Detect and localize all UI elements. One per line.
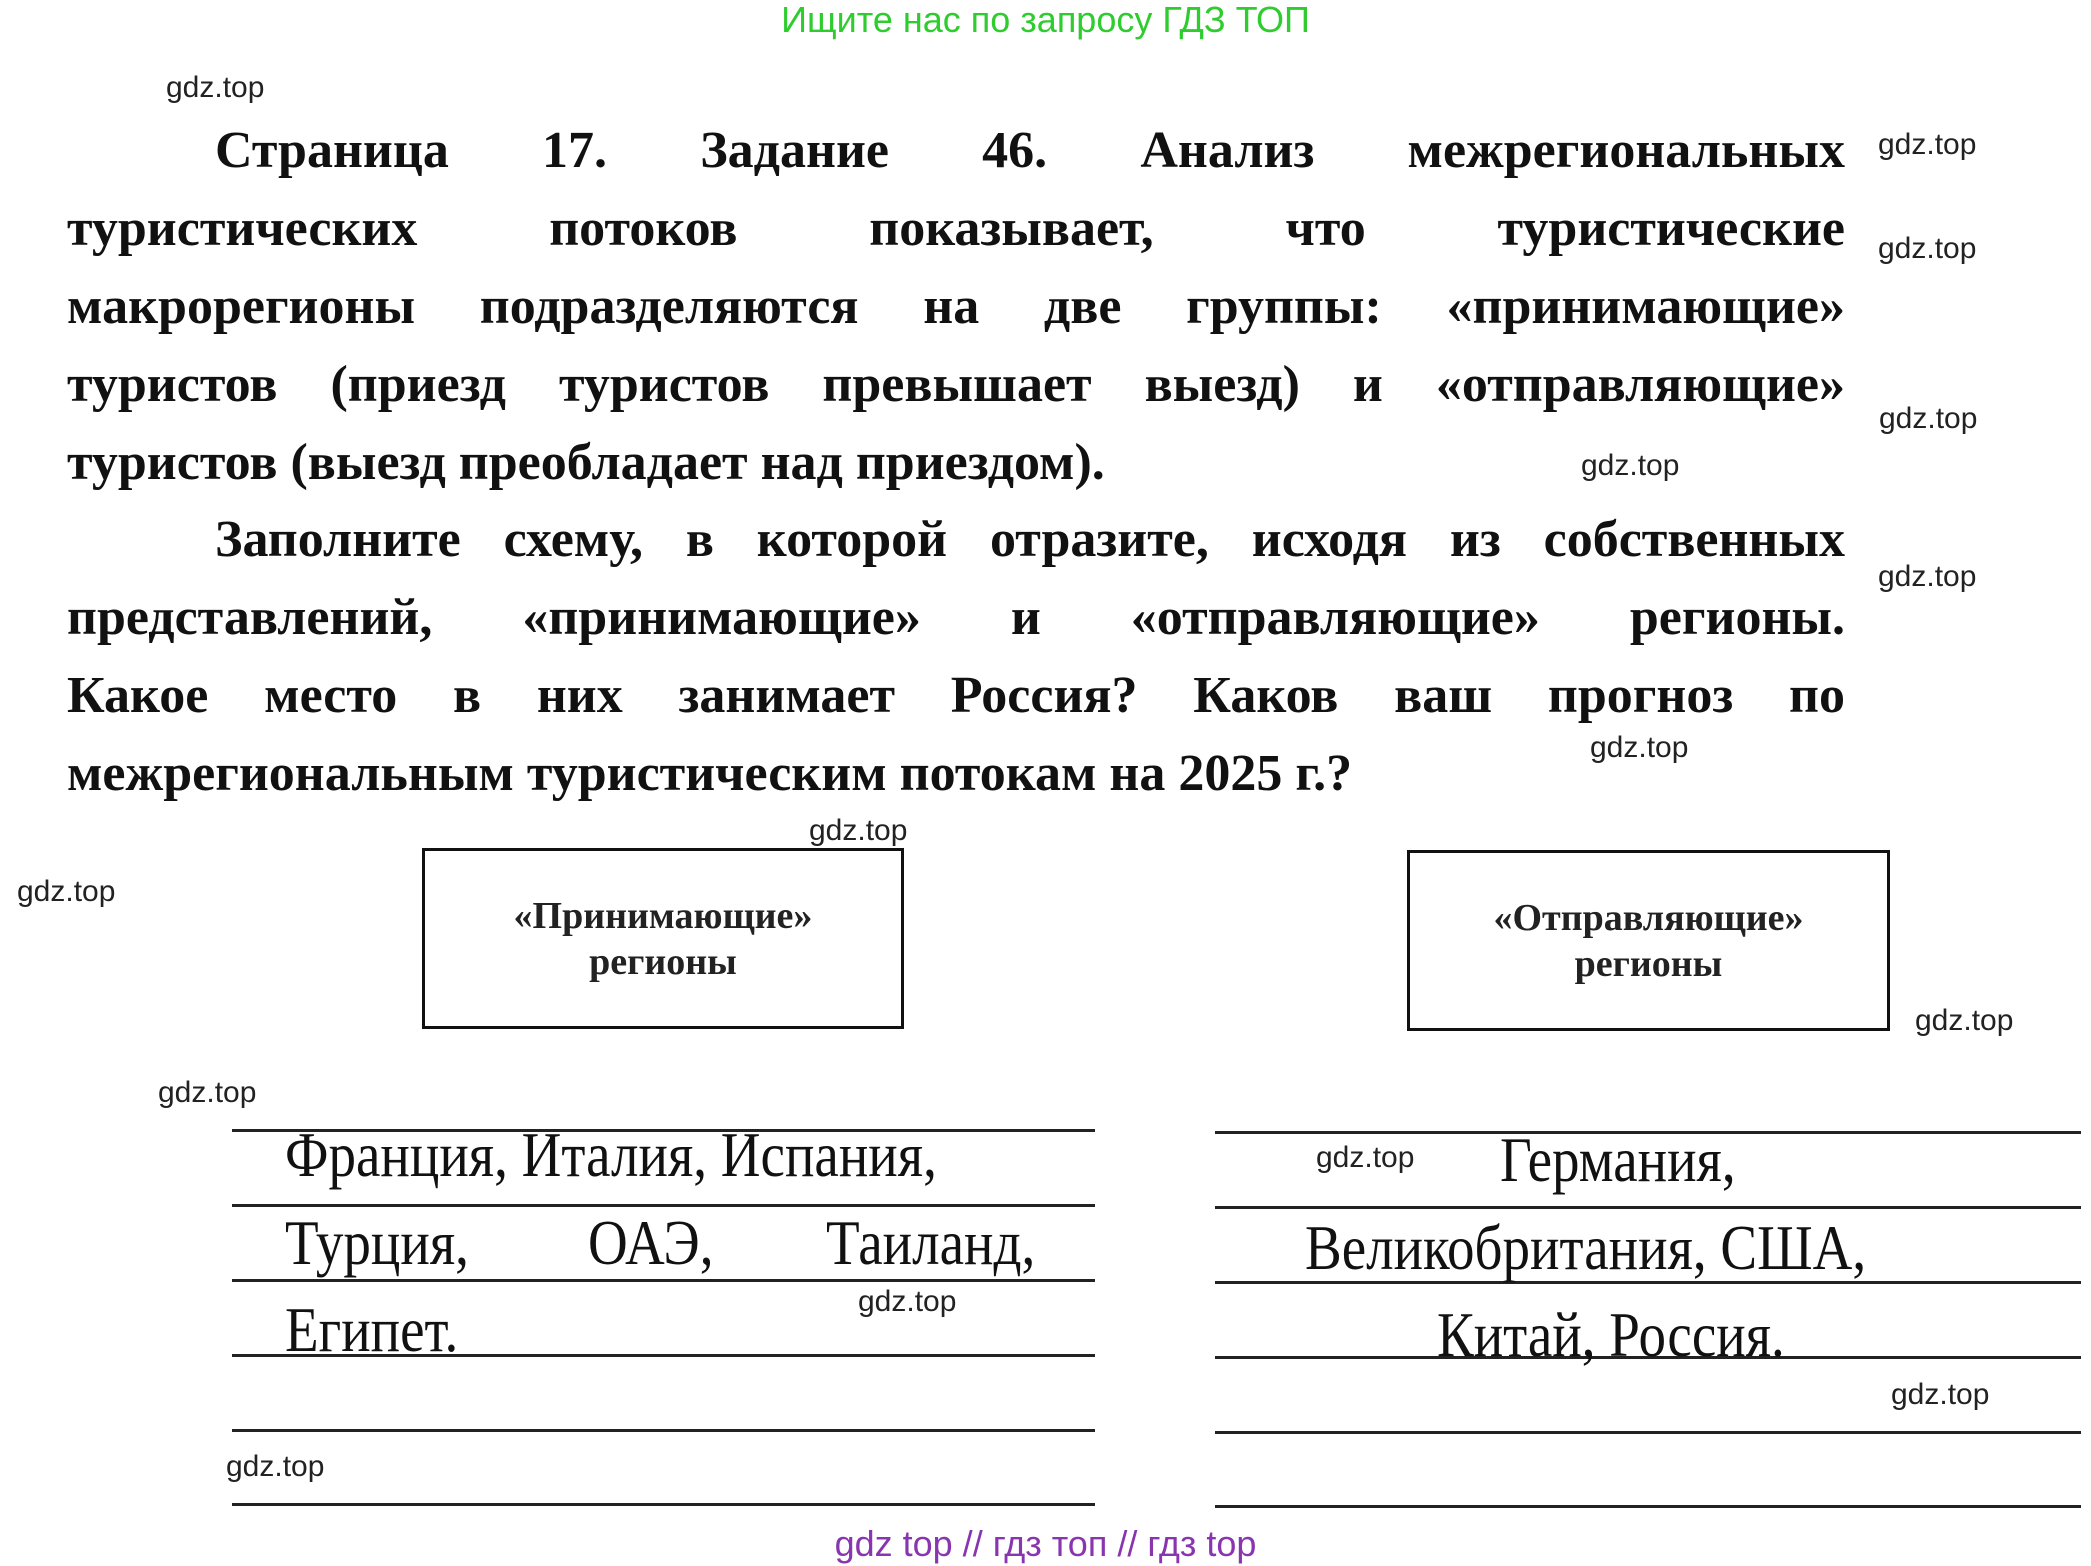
answer-line [232,1279,1095,1282]
watermark: gdz.top [17,875,116,908]
box-subtitle: регионы [1574,942,1723,985]
answer-line [1215,1505,2081,1508]
answer-sending: Великобритания, США, [1305,1212,1867,1283]
watermark: gdz.top [1878,232,1977,265]
watermark: gdz.top [226,1450,325,1483]
watermark: gdz.top [858,1285,957,1318]
text-line: межрегиональным туристическим потокам на 2025 г.? [67,745,1353,802]
text-line: туристических потоков показывает, что туристические [67,200,1845,257]
answer-receiving: Египет. [285,1294,459,1365]
box-title: «Отправляющие» [1493,896,1804,939]
answer-receiving: Турция, [285,1207,469,1278]
answer-sending: Германия, [1500,1124,1736,1195]
answer-sending: Китай, Россия. [1437,1299,1785,1370]
watermark: gdz.top [158,1076,257,1109]
box-subtitle: регионы [589,940,737,983]
text-line: макрорегионы подразделяются на две группы: «принимающие» [67,278,1845,335]
text-line: Какое место в них занимает Россия? Каков ваш прогноз по [67,667,1845,724]
watermark: gdz.top [1878,560,1977,593]
text-line: Заполните схему, в которой отразите, исходя из собственных [215,511,1845,568]
text-line: представлений, «принимающие» и «отправляющие» регионы. [67,589,1845,646]
answer-line [232,1429,1095,1432]
text-line: туристов (выезд преобладает над приездом). [67,434,1105,491]
watermark: gdz.top [1590,731,1689,764]
receiving-regions-box [422,848,904,1029]
answer-receiving: Таиланд, [826,1207,1036,1278]
watermark: gdz.top [166,71,265,104]
search-banner: Ищите нас по запросу ГДЗ ТОП [781,0,1310,40]
text-line: туристов (приезд туристов превышает выезд) и «отправляющие» [67,356,1845,413]
sending-regions-box [1407,850,1890,1031]
box-title: «Принимающие» [513,894,813,937]
answer-line [1215,1431,2081,1434]
watermark: gdz.top [1879,402,1978,435]
watermark: gdz.top [1915,1004,2014,1037]
watermark: gdz.top [809,814,908,847]
watermark: gdz.top [1581,449,1680,482]
answer-line [1215,1206,2081,1209]
text-line: Страница 17. Задание 46. Анализ межрегиональных [215,122,1845,179]
answer-receiving: ОАЭ, [588,1207,714,1278]
watermark: gdz.top [1891,1378,1990,1411]
watermark: gdz.top [1878,128,1977,161]
watermark: gdz.top [1316,1141,1415,1174]
answer-receiving: Франция, Италия, Испания, [285,1119,937,1190]
answer-line [232,1503,1095,1506]
footer-watermark: gdz top // гдз топ // гдз top [834,1523,1257,1564]
